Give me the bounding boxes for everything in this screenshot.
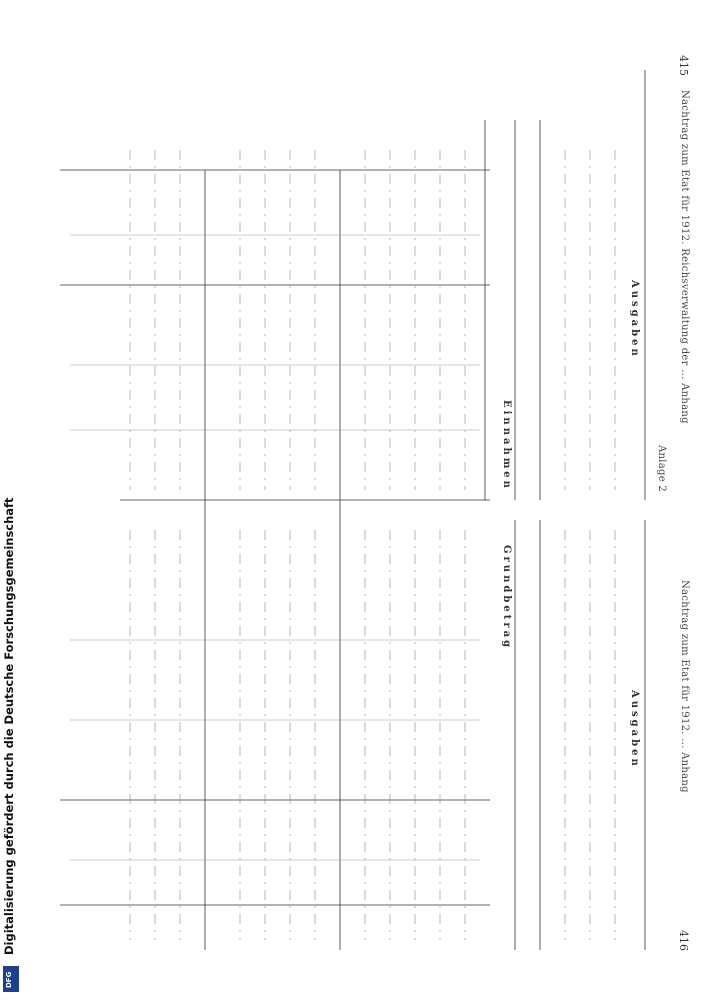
section-einnahmen: Einnahmen: [501, 400, 512, 491]
dfg-logo-text: DFG: [5, 971, 13, 988]
table-label: Anlage 2: [656, 445, 667, 493]
page-header-left: Nachtrag zum Etat für 1912. Reichsverwaltung der ... Anhang: [679, 90, 690, 424]
page-number-right: 416: [677, 930, 690, 951]
page-number-left: 415: [677, 55, 690, 76]
page-header-right: Nachtrag zum Etat für 1912. ... Anhang: [679, 580, 690, 793]
footer-text: Digitalisierung gefördert durch die Deutsche Forschungsgemeinschaft: [2, 497, 16, 955]
dfg-logo: [3, 966, 19, 992]
section-ausgaben-left: Ausgaben: [629, 280, 640, 359]
section-grundbetrag: Grundbetrag: [501, 545, 512, 651]
section-ausgaben-right: Ausgaben: [629, 690, 640, 769]
